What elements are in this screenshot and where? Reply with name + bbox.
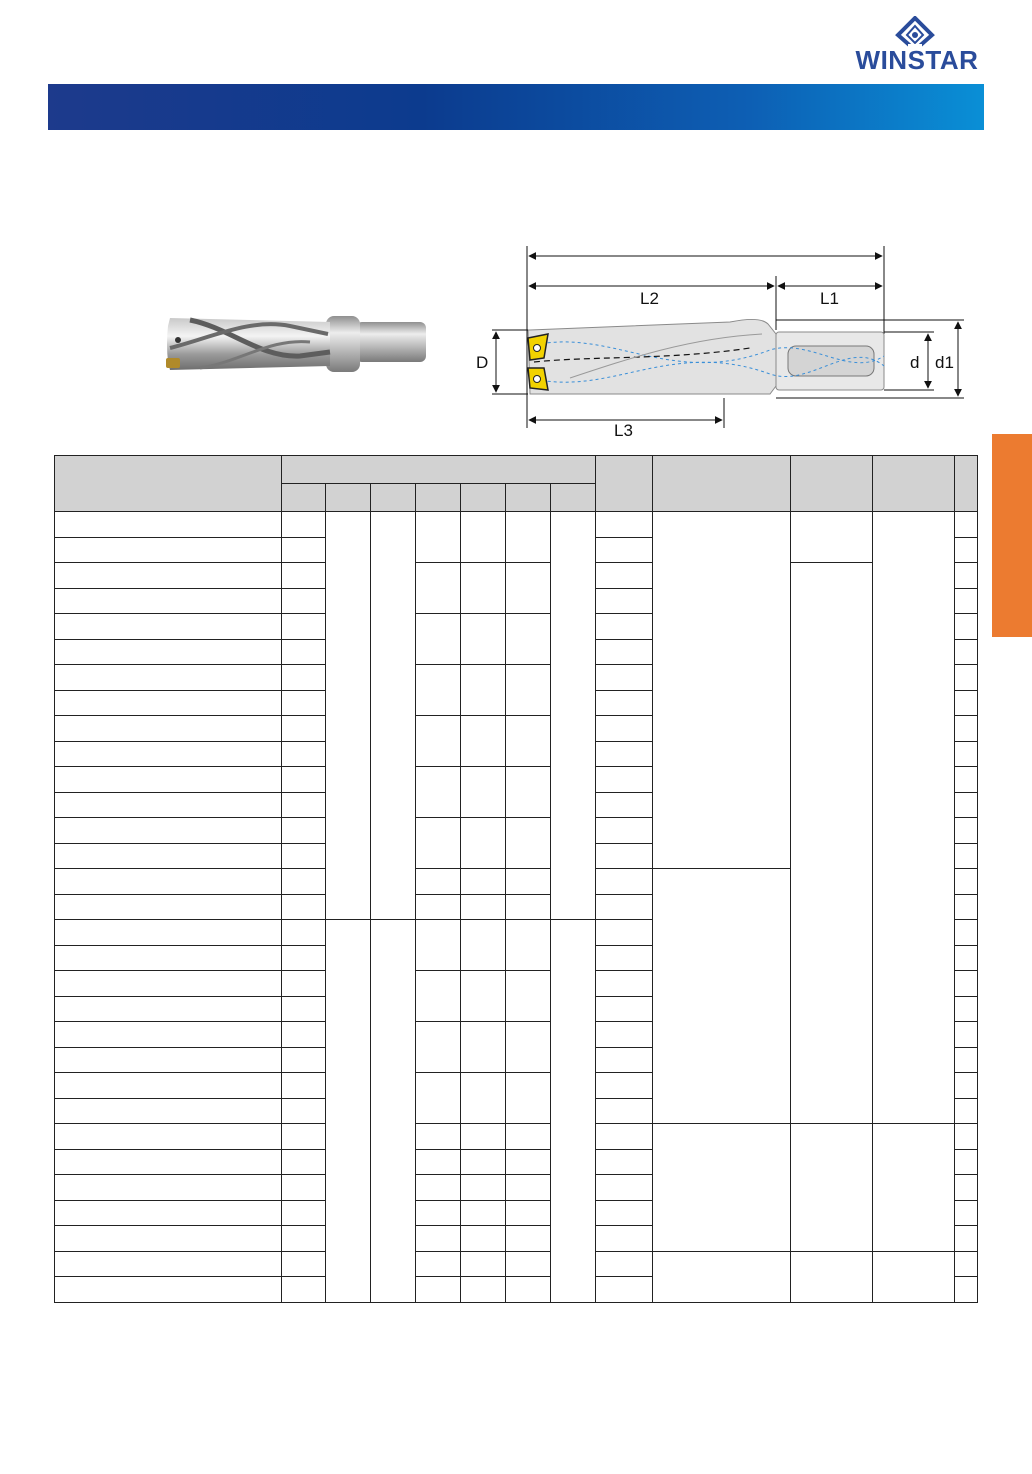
header-subcell: [551, 484, 596, 512]
header-subcell: [371, 484, 416, 512]
winstar-logo: [846, 16, 988, 76]
label-d1: d1: [935, 353, 954, 372]
drill-technical-drawing: [470, 238, 980, 438]
header-subcell: [326, 484, 371, 512]
header-cell-col11: [791, 456, 873, 512]
label-l2: L2: [640, 289, 659, 308]
header-cell-col9: [596, 456, 653, 512]
header-subcell: [506, 484, 551, 512]
drill-product-photo: [160, 308, 432, 380]
label-small-d: d: [910, 353, 920, 372]
table-row: [55, 512, 978, 538]
header-subcell: [282, 484, 326, 512]
side-section-tab: [992, 434, 1032, 637]
header-cell-col10: [653, 456, 791, 512]
header-subcell: [416, 484, 461, 512]
header-subcell: [461, 484, 506, 512]
label-l1: L1: [820, 289, 839, 308]
table-row: [55, 1251, 978, 1277]
table-row: [55, 563, 978, 589]
label-l3: L3: [614, 421, 633, 438]
brand-name: WINSTAR: [855, 45, 979, 75]
specification-table: [54, 455, 978, 1303]
header-cell-col13: [955, 456, 978, 512]
table-row: [55, 1124, 978, 1150]
header-cell-col12: [873, 456, 955, 512]
header-cell-model: [55, 456, 282, 512]
label-big-d: D: [476, 353, 489, 372]
header-cell-dimensions: [282, 456, 596, 484]
header-band: [48, 84, 984, 130]
